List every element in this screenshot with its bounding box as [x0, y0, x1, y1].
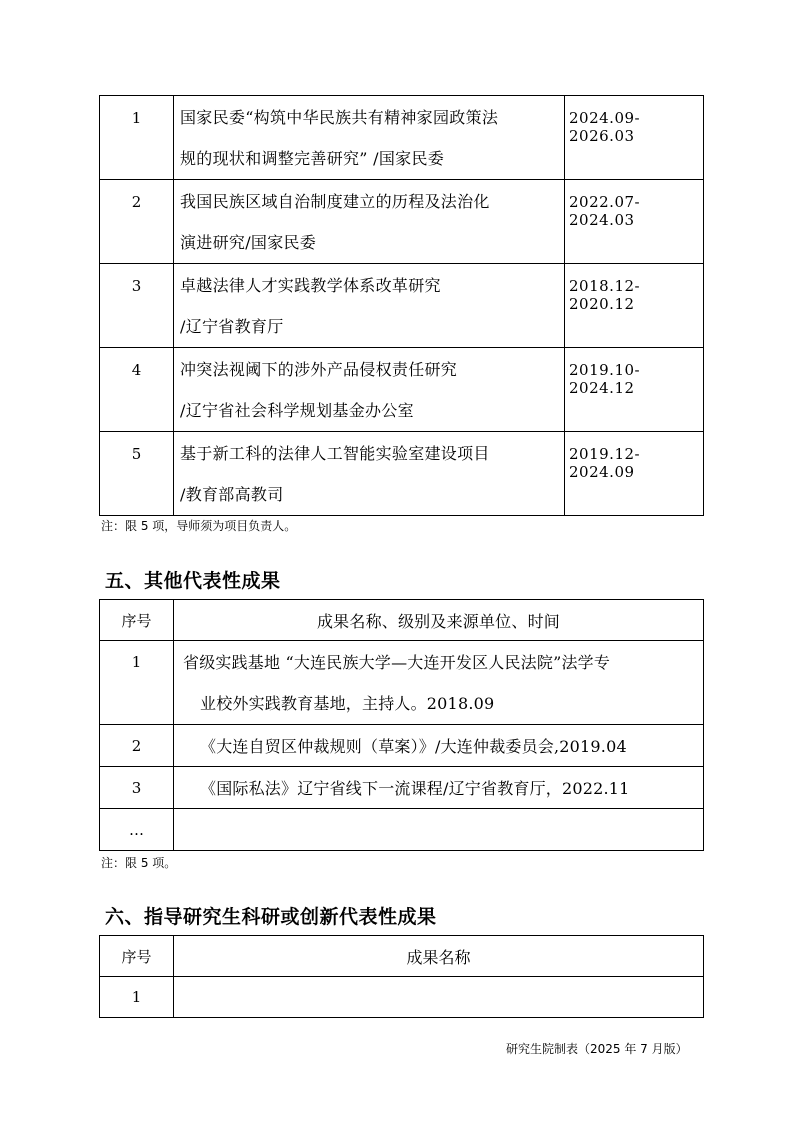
- table-row: [100, 767, 704, 809]
- header-text: 成果名称、级别及来源单位、时间: [174, 600, 704, 641]
- row-number: 1: [100, 96, 174, 180]
- header-number: 序号: [100, 936, 174, 977]
- project-name-line: 冲突法视阈下的涉外产品侵权责任研究: [180, 360, 458, 379]
- project-date: 2019.12-2024.09: [565, 432, 704, 516]
- table-header-row: [100, 600, 704, 641]
- row-number: 1: [100, 977, 174, 1018]
- table-row: [100, 96, 704, 180]
- row-number: 2: [100, 725, 174, 767]
- project-name-line: /辽宁省社会科学规划基金办公室: [180, 401, 414, 420]
- project-name-line: /教育部高教司: [180, 485, 284, 504]
- project-name: [174, 180, 565, 264]
- project-date: 2019.10-2024.12: [565, 348, 704, 432]
- table-row: [100, 264, 704, 348]
- section5-note: 注：限 5 项。: [101, 856, 177, 870]
- project-date: 2018.12-2020.12: [565, 264, 704, 348]
- table-row: [100, 180, 704, 264]
- section6-heading: 六、指导研究生科研或创新代表性成果: [105, 906, 437, 928]
- project-date: 2024.09-2026.03: [565, 96, 704, 180]
- table-row: [100, 348, 704, 432]
- table-row: [100, 725, 704, 767]
- project-name: [174, 348, 565, 432]
- table-header-row: [100, 936, 704, 977]
- table-row: [100, 809, 704, 851]
- project-name-line: 演进研究/国家民委: [180, 233, 317, 252]
- student-achievements-table: [99, 935, 704, 1018]
- section5-heading: 五、其他代表性成果: [105, 570, 281, 592]
- table-row: [100, 641, 704, 725]
- project-name-line: 规的现状和调整完善研究” /国家民委: [180, 149, 445, 168]
- row-number: 2: [100, 180, 174, 264]
- header-text: 成果名称: [174, 936, 704, 977]
- footer-note: 研究生院制表（2025 年 7 月版）: [506, 1042, 688, 1056]
- project-name-line: /辽宁省教育厅: [180, 317, 284, 336]
- achievement-text: 《国际私法》辽宁省线下一流课程/辽宁省教育厅，2022.11: [174, 767, 704, 809]
- project-name: [174, 264, 565, 348]
- project-name: [174, 96, 565, 180]
- header-number: 序号: [100, 600, 174, 641]
- row-number: 1: [100, 641, 174, 725]
- projects-note: 注：限 5 项，导师须为项目负责人。: [101, 519, 297, 533]
- achievement-line: 省级实践基地 “大连民族大学—大连开发区人民法院”法学专: [183, 653, 611, 672]
- achievement-line: 业校外实践教育基地，主持人。2018.09: [200, 694, 495, 713]
- row-number: 3: [100, 767, 174, 809]
- achievement-text: [174, 977, 704, 1018]
- row-number: 5: [100, 432, 174, 516]
- other-achievements-table: [99, 599, 704, 851]
- project-name-line: 基于新工科的法律人工智能实验室建设项目: [180, 444, 490, 463]
- achievement-text: [174, 809, 704, 851]
- project-date: 2022.07-2024.03: [565, 180, 704, 264]
- row-number: …: [100, 809, 174, 851]
- project-name-line: 我国民族区域自治制度建立的历程及法治化: [180, 192, 490, 211]
- table-row: [100, 977, 704, 1018]
- table-row: [100, 432, 704, 516]
- achievement-text: 《大连自贸区仲裁规则（草案）》/大连仲裁委员会,2019.04: [174, 725, 704, 767]
- projects-table: [99, 95, 704, 516]
- project-name-line: 卓越法律人才实践教学体系改革研究: [180, 276, 441, 295]
- row-number: 3: [100, 264, 174, 348]
- row-number: 4: [100, 348, 174, 432]
- project-name: [174, 432, 565, 516]
- achievement-text: [174, 641, 704, 725]
- project-name-line: 国家民委“构筑中华民族共有精神家园政策法: [180, 108, 499, 127]
